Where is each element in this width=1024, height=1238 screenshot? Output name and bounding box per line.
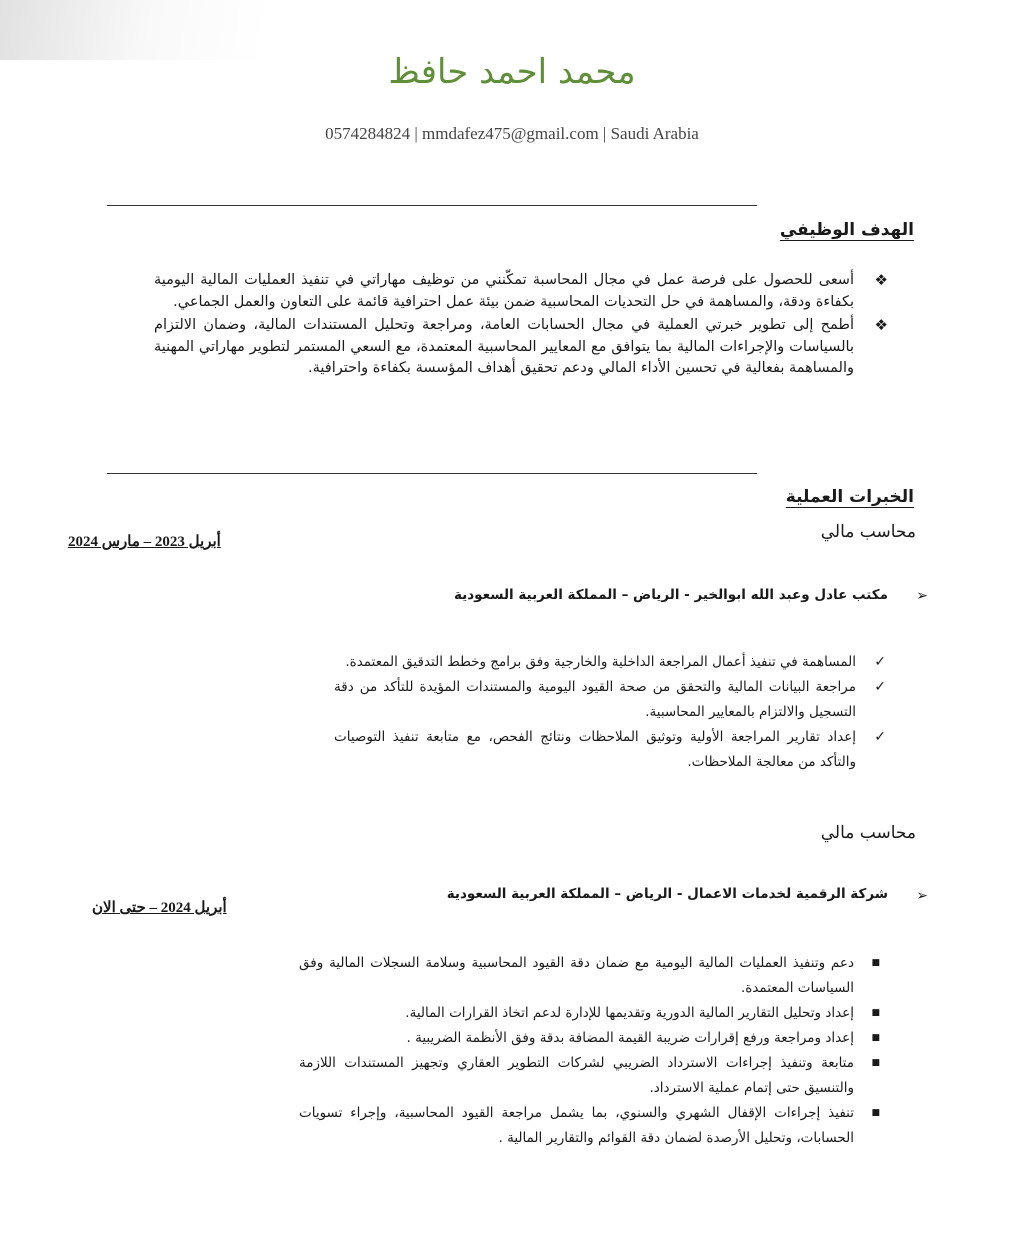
duty-item (299, 1001, 880, 1026)
check-icon: ✓ (874, 654, 886, 670)
duty-text: مراجعة البيانات المالية والتحقق من صحة القيود اليومية والمستندات المؤيدة للتأكد من دقة التسجيل والالتزام بالمعايير المحاسبية. (334, 679, 856, 720)
duty-item (334, 675, 886, 725)
job-duties (299, 951, 880, 1151)
duty-text: متابعة وتنفيذ إجراءات الاسترداد الضريبي لشركات التطوير العقاري وتجهيز المستندات اللازمة والتنسيق حتى إتمام عملية الاسترداد. (299, 1055, 854, 1096)
divider (107, 205, 757, 206)
objective-item (154, 315, 888, 380)
experience-heading: الخبرات العملية (785, 487, 914, 507)
job-title: محاسب مالي (820, 522, 916, 542)
duty-item (299, 1026, 880, 1051)
objective-item (154, 270, 888, 313)
job-duties (334, 650, 886, 775)
diamond-bullet-icon: ❖ (874, 271, 888, 289)
objective-heading: الهدف الوظيفي (779, 220, 914, 240)
job-title: محاسب مالي (820, 823, 916, 843)
diamond-bullet-icon: ❖ (874, 316, 888, 334)
square-bullet-icon: ■ (871, 1033, 880, 1043)
company-name: مكتب عادل وعبد الله ابوالخير - الرياض – المملكة العربية السعودية (453, 587, 888, 603)
duty-text: دعم وتنفيذ العمليات المالية اليومية مع ضمان دقة القيود المحاسبية وسلامة السجلات المالية وفق السياسات المعتمدة. (299, 955, 854, 996)
duty-item (334, 650, 886, 675)
square-bullet-icon: ■ (871, 1058, 880, 1068)
square-bullet-icon: ■ (871, 1008, 880, 1018)
square-bullet-icon: ■ (871, 958, 880, 968)
job-dates: أبريل 2024 – حتى الان (92, 900, 227, 916)
candidate-name: محمد احمد حافظ (388, 52, 636, 92)
divider (107, 473, 757, 474)
job-dates: أبريل 2023 – مارس 2024 (68, 534, 221, 550)
objective-list (154, 270, 888, 382)
duty-text: إعداد ومراجعة ورفع إقرارات ضريبة القيمة المضافة بدقة وفق الأنظمة الضريبية . (406, 1030, 854, 1046)
arrow-bullet-icon: ➢ (916, 888, 928, 904)
duty-text: تنفيذ إجراءات الإقفال الشهري والسنوي، بما يشمل مراجعة القيود المحاسبية، وإجراء تسويات الحسابات، وتحليل الأرصدة لضمان دقة القوائم والتقارير المالية . (299, 1105, 854, 1146)
photo-shadow (0, 0, 330, 60)
check-icon: ✓ (874, 679, 886, 695)
duty-item (299, 1101, 880, 1151)
check-icon: ✓ (874, 729, 886, 745)
duty-item (334, 725, 886, 775)
objective-text: أسعى للحصول على فرصة عمل في مجال المحاسبة تمكّنني من توظيف مهاراتي في تنفيذ العمليات المالية اليومية بكفاءة ودقة، والمساهمة في حل التحديات المحاسبية ضمن بيئة عمل احترافية قائمة على التعاون والعمل الجماعي. (154, 272, 854, 310)
duty-item (299, 1051, 880, 1101)
duty-item (299, 951, 880, 1001)
duty-text: إعداد وتحليل التقارير المالية الدورية وتقديمها للإدارة لدعم اتخاذ القرارات المالية. (405, 1005, 854, 1021)
contact-line: 0574284824 | mmdafez475@gmail.com | Saudi Arabia (325, 124, 699, 143)
company-name: شركة الرقمية لخدمات الاعمال - الرياض – المملكة العربية السعودية (446, 886, 888, 902)
square-bullet-icon: ■ (871, 1108, 880, 1118)
duty-text: إعداد تقارير المراجعة الأولية وتوثيق الملاحظات ونتائج الفحص، مع متابعة تنفيذ التوصيات والتأكد من معالجة الملاحظات. (334, 729, 856, 770)
objective-text: أطمح إلى تطوير خبرتي العملية في مجال الحسابات العامة، ومراجعة وتحليل المستندات المالية، وضمان الالتزام بالسياسات والإجراءات المالية بما يتوافق مع المعايير المحاسبية المعتمدة، مع السعي المستمر لتطوير مهاراتي المهنية والمساهمة بفعالية في تحسين الأداء المالي ودعم تحقيق أهداف المؤسسة بكفاءة واحترافية. (154, 317, 854, 376)
duty-text: المساهمة في تنفيذ أعمال المراجعة الداخلية والخارجية وفق برامج وخطط التدقيق المعتمدة. (345, 654, 856, 670)
arrow-bullet-icon: ➢ (916, 588, 928, 604)
